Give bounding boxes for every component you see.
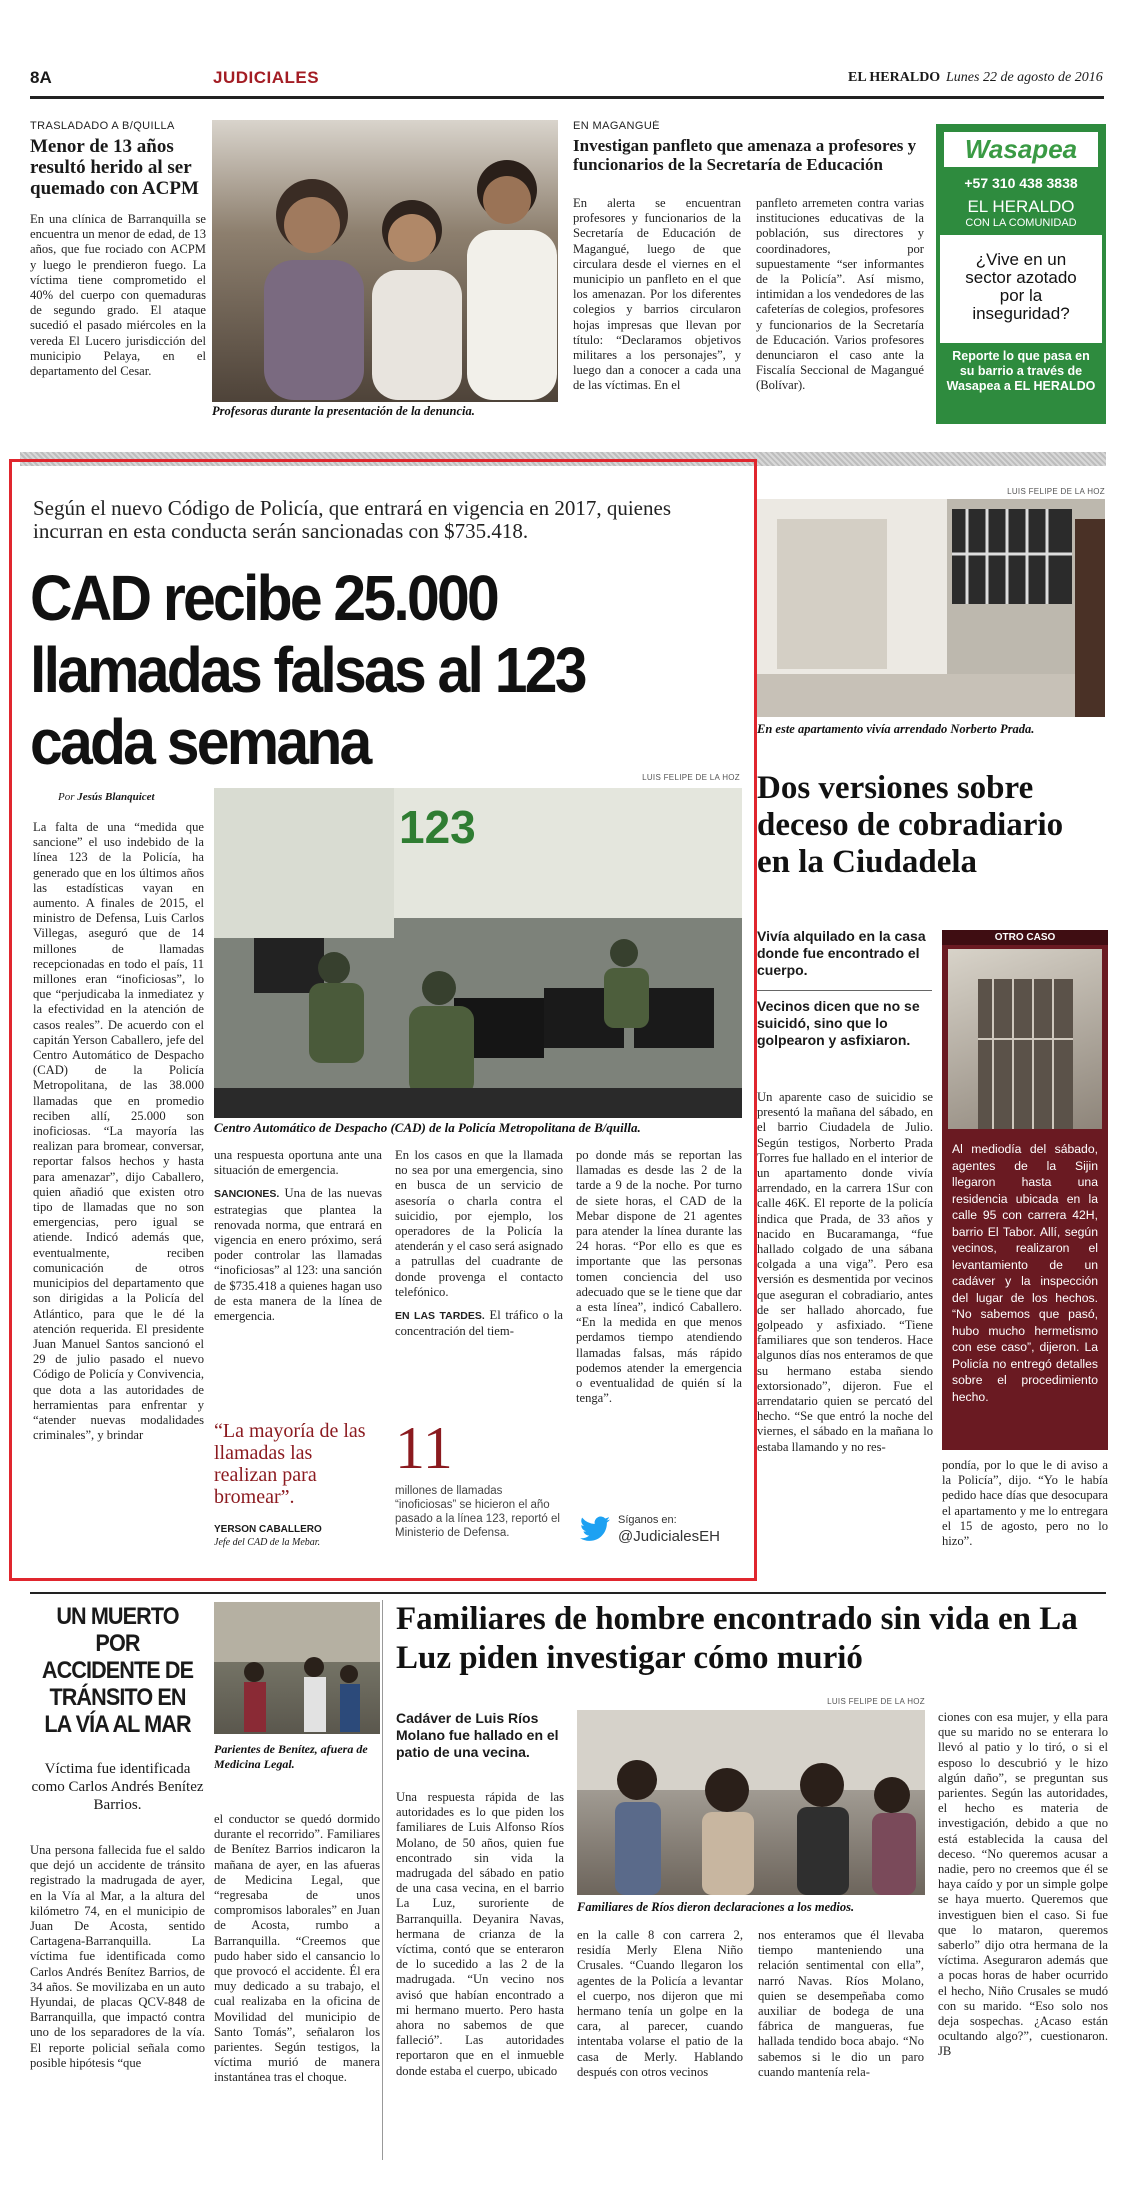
story1-body: En una clínica de Barranquilla se encuentra un menor de edad, de 13 años, que fue rociado con ACPM y luego le prendieron fuego. La víctima tiene comprometido el 40% del cuerpo con quemaduras de segundo grado. El ataque sucedió el pasado miércoles en la vereda El Lucero jurisdicción del municipio Pelaya, en el departamento del Cesar.	[30, 212, 206, 379]
story5-headline: Familiares de hombre encontrado sin vida en La Luz piden investigar cómo murió	[396, 1601, 1078, 1676]
story3-headline: Dos versiones sobre deceso de cobradiario en la Ciudadela	[757, 770, 1064, 880]
main-col4: po donde más se reportan las llamadas es desde las 2 de la tarde a 9 de la noche. Por turno de siete horas, el CAD de la Mebar dispone de 21 agentes para atender la línea durante las 24 horas. “Por ello es que es importante que las personas tomen conciencia del uso adecuado que se le tiene que dar a esta línea”, indicó Caballero. “En la medida en que menos perdamos tiempo atendiendo llamadas falsas, más rápido podemos atender la emergencia o eventualidad de quién sí la tenga”.	[576, 1148, 742, 1406]
story2-col1: En alerta se encuentran profesores y funcionarios de la Secretaría de Educación de Magangué, luego de que circulara desde el viernes en el municipio un panfleto en el que los amenazan. Por los diferentes colegios y barrios circularon hojas impresas que llevan por título: “Declaramos objetivos militares a los personajes”, y luego dan a conocer a cada una de las víctimas. En el	[573, 196, 741, 393]
quote-name: YERSON CABALLERO	[214, 1524, 322, 1535]
main-col3-text: En los casos en que la llamada no sea por una emergencia, sino en busca de un servicio de asesoría o charla contra el suicidio, por ejemplo, los operadores de la Policía la atenderán y el caso será asignado a patrullas del cuadrante de donde provenga el contacto telefónico.	[395, 1148, 563, 1299]
sanciones-lead: SANCIONES.	[214, 1188, 280, 1201]
story3-body: Un aparente caso de suicidio se presentó la mañana del sábado, en el barrio Ciudadela de Julio. Según testigos, Norberto Prada Torres fue hallado en el interior de un apartamento donde vivía arrendado, en la carrera 1Sur con calle 46K. El reporte de la policía indica que Prada, de 33 años y nacido en Bucaramanga, “fue hallado colgado de una sábana colgada a una viga”. Pero esa versión es desmentida por vecinos que aseguran el cobradiario, antes de ser hallado ahorcado, fue golpeado y asfixiado. “Tiene familiares que son tenderos. Hace algunos días nos enteramos de que su hermano estaba siendo extorsionado”, dijeron. Fue el arrendatario quien se percató del hecho. “Se que entró la noche del viernes, el sábado en la mañana lo estaba llamando y no res-	[757, 1090, 933, 1454]
teachers-photo-art	[212, 120, 558, 402]
family-caption: Familiares de Ríos dieron declaraciones a los medios.	[577, 1900, 855, 1914]
ad-brand: Wasapea	[944, 132, 1098, 167]
family-photo	[577, 1710, 925, 1895]
accident-photo	[214, 1602, 380, 1734]
apartment-photo-credit: LUIS FELIPE DE LA HOZ	[1007, 487, 1105, 496]
ad-phone: +57 310 438 3838	[964, 175, 1078, 191]
main-photo-credit: LUIS FELIPE DE LA HOZ	[642, 773, 740, 782]
main-photo-caption: Centro Automático de Despacho (CAD) de la Policía Metropolitana de B/quilla.	[214, 1120, 641, 1135]
story2-title: Investigan panfleto que amenaza a profesores y funcionarios de la Secretaría de Educación	[573, 136, 917, 174]
accident-caption: Parientes de Benítez, afuera de Medicina Legal.	[214, 1742, 368, 1771]
gate-art	[948, 949, 1102, 1129]
sign-123: 123	[399, 801, 476, 853]
social-label: Síganos en:	[618, 1514, 677, 1526]
story5-col3: nos enteramos que él llevaba tiempo manteniendo una relación sentimental con ella”, narró Navas. Ríos Molano, quien se desempeñaba como auxiliar de bodega de una fábrica de mangueras, fue hallada tendido boca abajo. “No sabemos si le dio un paro cuando mantenía rela-	[758, 1928, 924, 2079]
story3-body2: pondía, por lo que le di aviso a la Policía”, dijo. “Yo le había pedido hace días que desocupara el apartamento y me lo entregara el 15 de agosto, pero no lo hizo”.	[942, 1458, 1108, 1549]
main-col1: La falta de una “medida que sancione” el uso indebido de la línea 123 de la Policía, ha generado que en los últimos años las estadísticas vayan en aumento. A finales de 2015, el ministro de Defensa, Luis Carlos Villegas, aseguró que de 14 millones de llamadas recepcionadas en todo el país, 11 millones eran “inoficiosas”, lo que “perjudicaba la inmediatez y la efectividad en la atención de casos reales”. De acuerdo con el capitán Yerson Caballero, jefe del Centro Automático de Despacho (CAD) de la Policía Metropolitana, de las 38.000 llamadas que en promedio reciben allí, 25.000 son inoficiosas. “La mayoría las realizan para bromear, conversar, reportar falsos hechos y hasta para amenazar”, dijo Caballero, quien añadió que existen otro tipo de llamadas que no son emergencias, pero igual se atiende. Indicó además que, eventualmente, reciben comunicación de otros municipios del departamento que son dirigidas a la Policía del Atlántico, para que le dé la atención requerida. El presidente Juan Manuel Santos sancionó el 29 de julio pasado el nuevo Código de Policía y Convivencia, que dota a las autoridades de herramientas para enfrentar y “atender nuevas modalidades criminales”, y brindar	[33, 820, 204, 1443]
story3-sub1: Vivía alquilado en la casa donde fue encontrado el cuerpo.	[757, 928, 926, 978]
story4-sub: Víctima fue identificada como Carlos Andrés Benítez Barrios.	[31, 1761, 204, 1813]
ad-org: EL HERALDO	[967, 197, 1075, 216]
story2-kicker: EN MAGANGUÉ	[573, 120, 660, 132]
quote-role: Jefe del CAD de la Mebar.	[214, 1537, 321, 1548]
byline-prefix: Por	[58, 791, 75, 803]
otro-caso-text: Al mediodía del sábado, agentes de la Sijin llegaron hasta una residencia ubicada en la calle 95 con carrera 42H, barrio El Tabor. Allí, según vecinos, realizaron el levantamiento de un cadáver y la inspección del lugar de los hechos. “No sabemos que pasó, hubo mucho hermetismo con ese caso”, dijeron. La Policía no entregó detalles sobre el procedimiento hecho.	[952, 1142, 1098, 1404]
apartment-photo	[757, 499, 1105, 717]
header-rule	[30, 96, 1104, 99]
pull-quote: “La mayoría de las llamadas las realizan para bromear”.	[214, 1420, 366, 1508]
vertical-rule	[382, 1600, 383, 2160]
bottom-section-rule	[30, 1592, 1106, 1594]
sanciones-text: Una de las nuevas estrategias que plantea la renovada norma, que entrará en vigencia en enero próximo, será poder controlar las llamadas “inoficiosas” al 123: una sanción de $735.418 a quienes hagan uso de esta manera de la línea de emergencia.	[214, 1186, 382, 1324]
stat-text: millones de llamadas “inoficiosas” se hicieron el año pasado a la línea 123, reportó el Ministerio de Defensa.	[395, 1485, 560, 1539]
paper-name: EL HERALDO	[848, 70, 941, 85]
accident-photo-art	[214, 1602, 380, 1734]
apartment-photo-art	[757, 499, 1105, 717]
social-handle[interactable]: @JudicialesEH	[618, 1528, 720, 1545]
story5-sub: Cadáver de Luis Ríos Molano fue hallado en el patio de una vecina.	[396, 1710, 559, 1760]
main-headline: CAD recibe 25.000 llamadas falsas al 123 cada semana	[30, 562, 585, 778]
ad-cta: Reporte lo que pasa en su barrio a través de Wasapea a EL HERALDO	[946, 349, 1096, 393]
family-photo-art	[577, 1710, 925, 1895]
highlight-frame	[9, 459, 757, 1581]
story4-col1: Una persona fallecida fue el saldo que dejó un accidente de tránsito registrado la madrugada de ayer, en la Vía al Mar, a la altura del kilómetro 74, en el municipio de Juan De Acosta, sentido Cartagena-Barranquilla. La víctima fue identificada como Carlos Andrés Benítez Barrios, de 34 años. Se movilizaba en un auto Hyundai, de placas QCV-848 de Barranquilla, que impactó contra uno de los separadores de la vía. El reporte policial señala como posible hipótesis “que	[30, 1843, 205, 2070]
main-col2-text: una respuesta oportuna ante una situación de emergencia.	[214, 1148, 382, 1178]
story5-col1: Una respuesta rápida de las autoridades es lo que piden los familiares de Luis Alfonso Ríos Molano, de 50 años, quien fue encontrado sin vida la madrugada del sábado en patio de una casa vecina, en el barrio La Luz, suroriente de Barranquilla. Deyanira Navas, hermana de crianza de la víctima, contó que se enteraron de lo sucedido a las 2 de la madrugada. “Un vecino nos avisó que habían encontrado a mi hermano muerto. Pero hasta ahora no sabemos de que falleció”. Las autoridades reportaron que en el inmueble donde estaba el cuerpo, ubicado	[396, 1790, 564, 2078]
main-deck: Según el nuevo Código de Policía, que entrará en vigencia en 2017, quienes incurran en esta conducta serán sancionadas con $735.418.	[33, 497, 671, 543]
story1-title: Menor de 13 años resultó herido al ser quemado con ACPM	[30, 136, 199, 199]
story3-sub2: Vecinos dicen que no se suicidó, sino que lo golpearon y asfixiaron.	[757, 998, 920, 1048]
otro-caso-photo	[948, 949, 1102, 1129]
story5-col4: ciones con esa mujer, y ella para que su marido no se enterara lo llevó al patio y lo tiró, o si el esposo lo descubrió y le hizo algún daño”, se preguntan sus parientes. Según las autoridades, el hecho es materia de investigación, debido a que no está establecida la causa del deceso. “No queremos acusar a nadie, pero no creemos que él se haya caído y por un simple golpe se haya muerto. Queremos que investiguen bien el caso. Si fue que lo mataron, queremos saberlo” dijo otra hermana de la víctima. Aseguraron además que a pocas horas de haber ocurrido el hecho, Niño Crusales se mudó con su marido. “Eso solo nos deja sospechas. ¿Acaso están ocultando algo?”, cuestionaron. JB	[938, 1710, 1108, 2059]
page-number: 8A	[30, 68, 52, 87]
ad-question: ¿Vive en un sector azotado por la inseguridad?	[940, 235, 1102, 343]
apartment-caption: En este apartamento vivía arrendado Norberto Prada.	[757, 722, 1035, 736]
teachers-caption: Profesoras durante la presentación de la denuncia.	[212, 404, 475, 418]
story4-headline: UN MUERTO POR ACCIDENTE DE TRÁNSITO EN LA VÍA AL MAR	[41, 1603, 194, 1738]
story1-kicker: TRASLADADO A B/QUILLA	[30, 120, 175, 132]
story2-col2: panfleto arremeten contra varias instituciones educativas de la población, sus directores y coordinadores, por supuestamente “ser informantes de la Policía”. Así mismo, intimidan a los vendedores de las cafeterías de colegios, profesores y funcionarios de la Secretaría de Educación. Varios profesores denunciaron el caso ante la Fiscalía Seccional de Magangué (Bolívar).	[756, 196, 924, 393]
wasapea-ad	[936, 124, 1106, 424]
tardes-lead: EN LAS TARDES.	[395, 1310, 485, 1323]
story5-photo-credit: LUIS FELIPE DE LA HOZ	[827, 1697, 925, 1706]
tardes-text: El tráfico o la concentración del tiem-	[395, 1308, 563, 1339]
section-title: JUDICIALES	[213, 68, 320, 87]
story4-col2: el conductor se quedó dormido durante el recorrido”. Familiares de Benítez Barrios indicaron la mañana de ayer, en las afueras de Medicina Legal, que “regresaba de unos compromisos laborales” en Juan de Acosta, rumbo a Barranquilla. “Creemos que pudo haber sido el cansancio lo que provocó el accidente. Él era muy dedicado a su trabajo, el cual realizaba en la oficina de Movilidad del municipio de Santo Tomás”, señalaron los parientes. Según testigos, la víctima murió de manera instantánea tras el choque.	[214, 1812, 380, 2085]
issue-date: Lunes 22 de agosto de 2016	[946, 70, 1103, 85]
byline-author: Jesús Blanquicet	[77, 791, 155, 803]
teachers-photo	[212, 120, 558, 402]
stat-number: 11	[395, 1418, 453, 1478]
otro-caso-box	[942, 930, 1108, 1450]
story3-divider	[757, 990, 932, 991]
story5-col2: en la calle 8 con carrera 2, residía Merly Elena Niño Crusales. “Cuando llegaron los agentes de la Policía a levantar el cuerpo, nos dijeron que mi hermano tenía un golpe en la cara, al parecer, cuando intentaba volarse el patio de la casa de Merly. Hablando después con otros vecinos	[577, 1928, 743, 2079]
otro-caso-label: OTRO CASO	[942, 930, 1108, 945]
ad-org2: CON LA COMUNIDAD	[965, 217, 1077, 229]
